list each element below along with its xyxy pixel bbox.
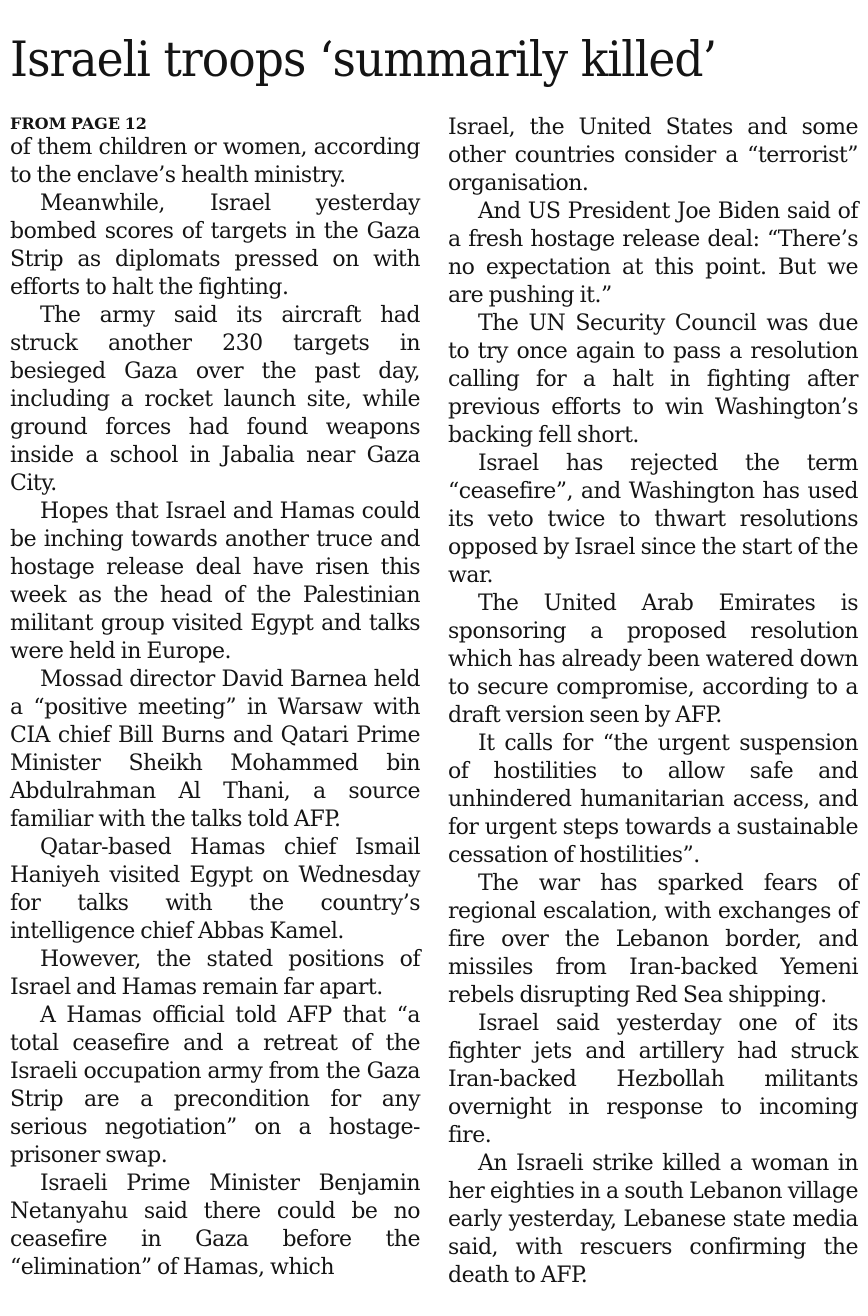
- paragraph: The army said its aircraft had struck another 230 targets in besieged Gaza over the past day, including a rocket launch site, while ground forces had found weapons inside a school in Jabalia near Gaza City.: [10, 303, 420, 496]
- continued-from-kicker: FROM PAGE 12: [10, 114, 147, 133]
- paragraph: Mossad director David Barnea held a “positive meeting” in Warsaw with CIA chief Bill Burns and Qatari Prime Minister Sheikh Mohammed bin Abdulrahman Al Thani, a source familiar with the talks told AFP.: [10, 667, 420, 832]
- article-column-left: [10, 114, 420, 1282]
- paragraph: Hopes that Israel and Hamas could be inching towards another truce and hostage release deal have risen this week as the head of the Palestinian militant group visited Egypt and talks were held in Europe.: [10, 499, 420, 664]
- paragraph: And US President Joe Biden said of a fresh hostage release deal: “There’s no expectation at this point. But we are pushing it.”: [448, 199, 858, 308]
- paragraph: Meanwhile, Israel yesterday bombed scores of targets in the Gaza Strip as diplomats pressed on with efforts to halt the fighting.: [10, 191, 420, 300]
- paragraph: However, the stated positions of Israel and Hamas remain far apart.: [10, 947, 420, 1000]
- paragraph: The war has sparked fears of regional escalation, with exchanges of fire over the Lebanon border, and missiles from Iran-backed Yemeni rebels disrupting Red Sea shipping.: [448, 871, 858, 1008]
- paragraph: Qatar-based Hamas chief Ismail Haniyeh visited Egypt on Wednesday for talks with the country’s intelligence chief Abbas Kamel.: [10, 835, 420, 944]
- paragraph: An Israeli strike killed a woman in her eighties in a south Lebanon village early yesterday, Lebanese state media said, with rescuers confirming the death to AFP.: [448, 1151, 858, 1288]
- paragraph: Israel said yesterday one of its fighter jets and artillery had struck Iran-backed Hezbollah militants overnight in response to incoming fire.: [448, 1011, 858, 1148]
- paragraph: The UN Security Council was due to try once again to pass a resolution calling for a halt in fighting after previous efforts to win Washington’s backing fell short.: [448, 311, 858, 448]
- paragraph: of them children or women, according to the enclave’s health ministry.: [10, 135, 420, 188]
- paragraph: Israel, the United States and some other countries consider a “terrorist” organisation.: [448, 115, 858, 196]
- headline: Israeli troops ‘summarily killed’: [10, 31, 717, 88]
- article-column-right: [448, 114, 858, 1290]
- paragraph: Israel has rejected the term “ceasefire”, and Washington has used its veto twice to thwart resolutions opposed by Israel since the start of the war.: [448, 451, 858, 588]
- paragraph: It calls for “the urgent suspension of hostilities to allow safe and unhindered humanitarian access, and for urgent steps towards a sustainable cessation of hostilities”.: [448, 731, 858, 868]
- paragraph: The United Arab Emirates is sponsoring a proposed resolution which has already been watered down to secure compromise, according to a draft version seen by AFP.: [448, 591, 858, 728]
- paragraph: Israeli Prime Minister Benjamin Netanyahu said there could be no ceasefire in Gaza before the “elimination” of Hamas, which: [10, 1171, 420, 1280]
- paragraph: A Hamas official told AFP that “a total ceasefire and a retreat of the Israeli occupation army from the Gaza Strip are a precondition for any serious negotiation” on a hostage-prisoner swap.: [10, 1003, 420, 1168]
